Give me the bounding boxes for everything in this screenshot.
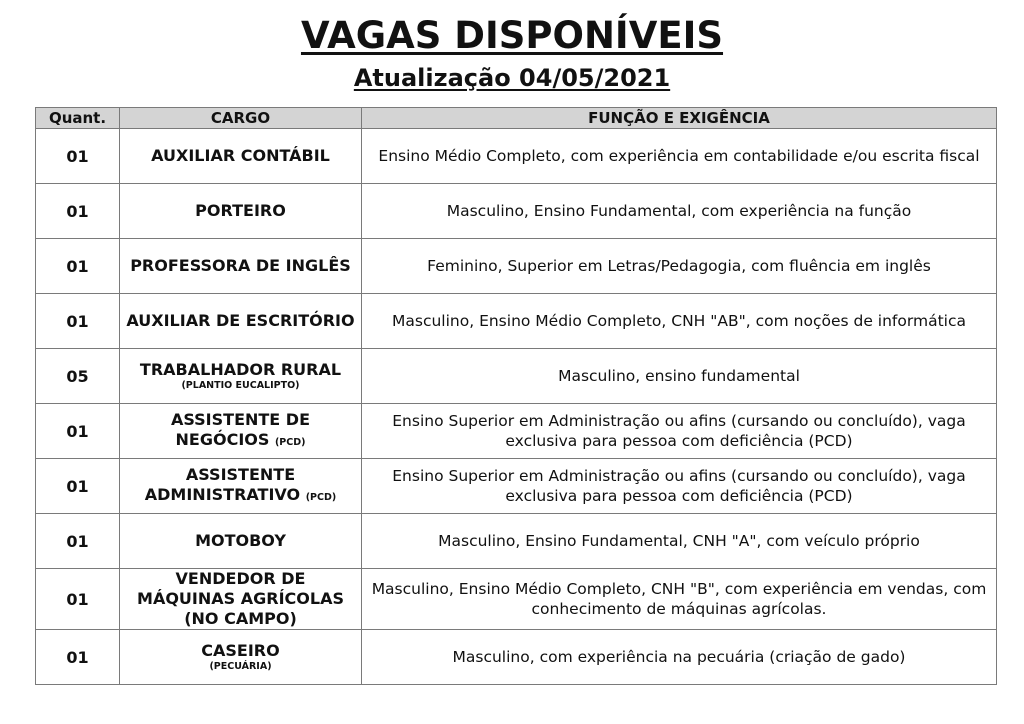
cargo-cell <box>120 129 362 184</box>
table-row <box>36 514 997 569</box>
funcao-cell: Ensino Superior em Administração ou afins (cursando ou concluído), vaga exclusiva para pessoa com deficiência (PCD) <box>362 459 997 514</box>
cargo-title: AUXILIAR CONTÁBIL <box>151 146 330 165</box>
table-row <box>36 569 997 630</box>
quant-cell: 01 <box>36 129 120 184</box>
quant-cell: 01 <box>36 404 120 459</box>
cargo-tag: (PCD) <box>274 436 306 448</box>
cargo-title: AUXILIAR DE ESCRITÓRIO <box>126 311 355 330</box>
table-row <box>36 129 997 184</box>
cargo-title: ASSISTENTE DE NEGÓCIOS <box>170 409 311 449</box>
funcao-cell: Masculino, Ensino Fundamental, com experiência na função <box>362 184 997 239</box>
funcao-cell: Ensino Médio Completo, com experiência em contabilidade e/ou escrita fiscal <box>362 129 997 184</box>
header-quant: Quant. <box>36 108 120 129</box>
cargo-cell <box>120 569 362 630</box>
quant-cell: 05 <box>36 349 120 404</box>
cargo-cell <box>120 459 362 514</box>
cargo-cell <box>120 514 362 569</box>
funcao-cell: Masculino, ensino fundamental <box>362 349 997 404</box>
page-title: VAGAS DISPONÍVEIS <box>300 14 724 57</box>
cargo-title: ASSISTENTE ADMINISTRATIVO <box>144 464 301 504</box>
funcao-cell: Ensino Superior em Administração ou afins (cursando ou concluído), vaga exclusiva para pessoa com deficiência (PCD) <box>362 404 997 459</box>
funcao-cell: Masculino, Ensino Médio Completo, CNH "AB", com noções de informática <box>362 294 997 349</box>
funcao-cell: Masculino, Ensino Fundamental, CNH "A", com veículo próprio <box>362 514 997 569</box>
quant-cell: 01 <box>36 294 120 349</box>
cargo-cell <box>120 349 362 404</box>
table-row <box>36 184 997 239</box>
table-row <box>36 404 997 459</box>
quant-cell: 01 <box>36 514 120 569</box>
cargo-title: MOTOBOY <box>195 531 286 550</box>
cargo-cell <box>120 294 362 349</box>
header-funcao: FUNÇÃO E EXIGÊNCIA <box>362 108 997 129</box>
cargo-cell <box>120 404 362 459</box>
quant-cell: 01 <box>36 239 120 294</box>
update-date: Atualização 04/05/2021 <box>353 64 671 92</box>
cargo-note: (PLANTIO EUCALIPTO) <box>181 380 300 391</box>
cargo-tag: (PCD) <box>305 491 337 503</box>
cargo-cell <box>120 184 362 239</box>
quant-cell: 01 <box>36 459 120 514</box>
funcao-cell: Masculino, Ensino Médio Completo, CNH "B", com experiência em vendas, com conhecimento de máquinas agrícolas. <box>362 569 997 630</box>
cargo-cell <box>120 239 362 294</box>
cargo-title: PORTEIRO <box>195 201 286 220</box>
table-row <box>36 294 997 349</box>
cargo-note: (PECUÁRIA) <box>209 661 272 672</box>
table-row <box>36 239 997 294</box>
quant-cell: 01 <box>36 184 120 239</box>
table-header <box>36 108 997 129</box>
cargo-title: TRABALHADOR RURAL <box>139 360 342 379</box>
cargo-cell <box>120 630 362 685</box>
quant-cell: 01 <box>36 569 120 630</box>
table-row <box>36 630 997 685</box>
funcao-cell: Feminino, Superior em Letras/Pedagogia, com fluência em inglês <box>362 239 997 294</box>
vacancies-table <box>35 107 997 685</box>
funcao-cell: Masculino, com experiência na pecuária (criação de gado) <box>362 630 997 685</box>
quant-cell: 01 <box>36 630 120 685</box>
cargo-title: PROFESSORA DE INGLÊS <box>130 256 351 275</box>
cargo-title: VENDEDOR DE MÁQUINAS AGRÍCOLAS (NO CAMPO) <box>137 569 344 628</box>
table-row <box>36 349 997 404</box>
table-row <box>36 459 997 514</box>
cargo-title: CASEIRO <box>201 641 280 660</box>
header-cargo: CARGO <box>120 108 362 129</box>
